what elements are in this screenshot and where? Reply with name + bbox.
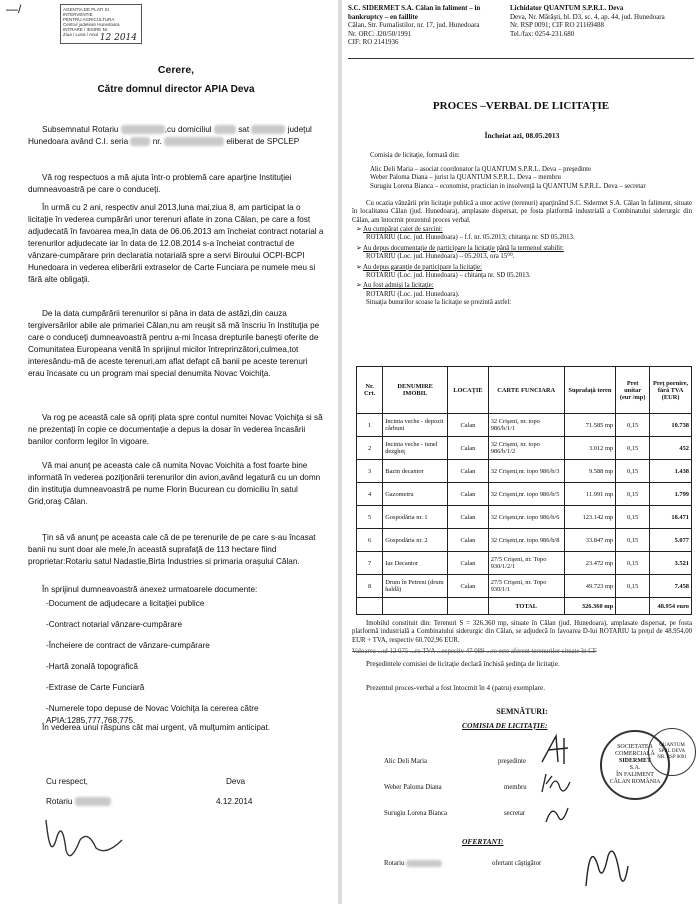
signature-icon	[580, 836, 630, 892]
cell-unit-price: 0,15	[616, 437, 650, 460]
stamp-text: S.A.	[629, 765, 641, 771]
liquidator-header	[510, 4, 692, 38]
signature-icon	[538, 770, 574, 798]
cell-area: 33.847 mp	[564, 529, 615, 552]
redacted	[251, 125, 285, 134]
signer-name: Weber Paloma Diana	[384, 784, 442, 791]
cell-price: 1.799	[650, 483, 692, 506]
redacted	[164, 137, 224, 146]
cell-area: 49.723 mp	[564, 575, 615, 598]
stamp-text: ÎN FALIMENT	[616, 772, 654, 778]
participant-detail: ROTARIU (Loc. jud. Hunedoara).	[366, 290, 460, 298]
annex-item: -Extrase de Carte Funciară	[46, 683, 145, 692]
table-intro: Situaţia bunurilor scoase la licitaţie se prezintă astfel:	[366, 299, 512, 307]
redacted	[121, 125, 165, 134]
cell-name: Incinta veche - depozit cărbuni	[383, 414, 448, 437]
cell-cf: 32 Crişeni,nr. topo 986/b/5	[488, 483, 564, 506]
annex-item: -Contract notarial vânzare-cumpărare	[46, 620, 183, 629]
participant-block: ➢ Au depus documentaţie de participare la licitaţie până la termenul stabilit:	[356, 244, 564, 252]
cell-location: Calan	[448, 575, 489, 598]
cell-nr: 3	[357, 460, 383, 483]
cell-location: Calan	[448, 506, 489, 529]
total-label: TOTAL	[488, 598, 564, 615]
paragraph-7: În sprijinul dumneavoastră anexez urmatoarele documente:	[42, 585, 258, 594]
cell-unit-price: 0,15	[616, 460, 650, 483]
column-header: DENUMIRE IMOBIL	[383, 367, 448, 414]
annex-item: -Numerele topo depuse de Novac Voichiţa la cererea către APIA:1285,777,768,775.	[46, 704, 259, 725]
signatures-title: SEMNĂTURI:	[496, 707, 548, 716]
stamp-text: SOCIETATEA COMERCIALĂ	[615, 744, 655, 757]
liquidator-stamp	[648, 728, 696, 776]
request-letter-page	[0, 0, 338, 904]
paragraph-4: Va rog pe această cale să opriţi plata spre contul numitei Novac Voichiţa si să ne prezentaţi în copie ce documentaţie a depus la dosar în vederea încasării banilor conform legilor în vigoare.	[28, 413, 323, 446]
cell-name: Iaz Decantor	[383, 552, 448, 575]
commission-list	[370, 166, 692, 191]
cell-nr: 2	[357, 437, 383, 460]
redacted	[75, 797, 111, 806]
cell-unit-price: 0,15	[616, 552, 650, 575]
table-row	[357, 552, 692, 575]
cell-nr: 4	[357, 483, 383, 506]
cell-name: Incinta veche - tunel dezgheţ	[383, 437, 448, 460]
stamp-line: AGENTIA DE PLATI SI INTERVENTIE	[63, 7, 109, 17]
company-address: Călan, Str. Furnalistilor, nr. 17, jud. Hunedoara	[348, 21, 480, 30]
cell-area: 71.585 mp	[564, 414, 615, 437]
cell-cf: 32 Crişeni,nr. topo 986/b/3	[488, 460, 564, 483]
cell-area: 23.472 mp	[564, 552, 615, 575]
bidder-name: Rotariu	[384, 860, 692, 868]
cell-price: 5.077	[650, 529, 692, 552]
cell-location: Calan	[448, 414, 489, 437]
cell-price: 10.738	[650, 414, 692, 437]
cell-name: Bazin decantor	[383, 460, 448, 483]
cell-nr: 7	[357, 552, 383, 575]
liquidator-address: Deva, Nr. Mărăşti, bl. D3, sc. 4, ap. 44, jud. Hunedoara	[510, 12, 665, 21]
report-title: PROCES –VERBAL DE LICITAŢIE	[432, 100, 610, 112]
cell-cf: 32 Crişeni, nr. topo 986/b/1/2	[488, 437, 564, 460]
cell-nr: 1	[357, 414, 383, 437]
column-header: CARTE FUNCIARA	[488, 367, 564, 414]
cell-cf: 27/5 Crişeni, nr. Topo 930/1/2/1	[488, 552, 564, 575]
commission-member: Alic Deli Maria – asociat coordonator la QUANTUM S.P.R.L. Deva – preşedinte	[370, 166, 592, 173]
participant-detail: ROTARIU (Loc. jud. Hunedoara) – chitanţa nr. SD 05.2013.	[366, 272, 531, 280]
signer-role: secretar	[504, 810, 526, 817]
cell-nr: 5	[357, 506, 383, 529]
paragraph-5: Vă mai anunţ pe aceasta cale că numita Novac Voichita a fost foarte bine informată în vederea poziţionării terenurilor din avion,având legatură cu un domn din instituţia dumneavoastră pe nume Florin Bucurean cu domiciliu în satul Grid,oraş Călan.	[28, 461, 321, 506]
auction-table	[356, 366, 692, 615]
struck-line: Valoarea ...ul 12 075 ...ro TVA ...especiiv 47 089 ...ro este aferent terenurilor situate în CF	[352, 648, 597, 655]
company-header	[348, 4, 498, 47]
participant-block: ➢ Au depus garanţie de participare la licitaţie:	[356, 263, 482, 271]
letter-addressee: Către domnul director APIA Deva	[97, 84, 255, 95]
redacted	[130, 137, 150, 146]
cell-name: Gospodăria nr. 1	[383, 506, 448, 529]
signer-name: Surugiu Lorena Bianca	[384, 810, 448, 817]
commission-intro: Comisia de licitaţie, formată din:	[370, 152, 460, 159]
stamp-text: NR. RSP 0091	[657, 755, 687, 760]
cell-location: Calan	[448, 552, 489, 575]
cell-name: Drum în Petreni (drum haldă)	[383, 575, 448, 598]
cell-price: 452	[650, 437, 692, 460]
cell-cf: 32 Crişeni,nr. topo 986/b/6	[488, 506, 564, 529]
table-row	[357, 529, 692, 552]
liquidator-name: Lichidator QUANTUM S.P.R.L. Deva	[510, 4, 624, 12]
cell-location: Calan	[448, 483, 489, 506]
cell-unit-price: 0,15	[616, 506, 650, 529]
cell-nr: 8	[357, 575, 383, 598]
letter-intro: Subsemnatul Rotariu ,cu domiciliul sat judeţul Hunedoara având C.I. seria nr. eliberat de SPCLEP	[28, 125, 312, 146]
letter-title: Cerere,	[157, 64, 195, 76]
participant-detail: ROTARIU (Loc. jud. Hunedoara) – f.f. nr. 05.2013; chitanţa nr. SD 05.2013.	[366, 234, 575, 242]
cell-area: 3.012 mp	[564, 437, 615, 460]
cell-location: Calan	[448, 460, 489, 483]
cell-cf: 27/5 Crişeni, nr. Topo 930/1/1	[488, 575, 564, 598]
stamp-text: SPRL DEVA	[658, 749, 686, 754]
cell-nr: 6	[357, 529, 383, 552]
column-header: Pret unitar (eur /mp)	[616, 367, 650, 414]
cell-unit-price: 0,15	[616, 483, 650, 506]
paragraph-3: De la data cumpărării terenurilor si pâna in data de astăzi,din cauza tergiversărilor abile ale primariei Călan,nu am reuşit să mă înscriu în Instituţia pe care o conduceţi dumneavoastră pentru a-mi încasa drepturile baneşti oferite de Comunitatea Europeana venită în sprijinul micilor întreprinzători,culmea,tot interesându-mă de aceste terenuri,am aflat defapt că banii pe aceste terenuri erau încasate cu un program mai special denumita Novac Voichiţa.	[28, 309, 320, 378]
stamp-handwriting: 12 2014	[99, 33, 137, 43]
report-date: Încheiat azi, 08.05.2013	[484, 131, 560, 140]
table-row	[357, 506, 692, 529]
signer-role: preşedinte	[498, 758, 526, 765]
table-row	[357, 575, 692, 598]
total-price: 48.954 euro	[650, 598, 692, 615]
commission-member: Weber Paloma Diana – jurist la QUANTUM S.P.R.L. Deva – membru	[370, 174, 561, 182]
cell-cf: 32 Crişeni,nr. topo 986/b/8	[488, 529, 564, 552]
annex-item: -Document de adjudecare a licitaţiei publice	[46, 599, 205, 608]
paragraph-1: Vă rog respectuos a mă ajuta într-o problemă care aparţine Instituţiei dumneavoastră pe care o conduceţi.	[28, 173, 292, 194]
stamp-line: Ziua / Luna / Anul	[63, 32, 99, 37]
auction-report-page	[342, 0, 700, 904]
paragraph-6: Ţin să vă anunţ pe aceasta cale că de pe terenurile de pe care s-au încasat banii nu sunt doar ale mele,în această suprafaţă de 113 hectare fiind proprietar:Rotariu satul Nadastie,Birta Industries si primaria oraşului Călan.	[28, 533, 316, 566]
column-header: Preţ pornire, fără TVA (EUR)	[650, 367, 692, 414]
signature-icon	[538, 732, 578, 768]
bidder-title: OFERTANT:	[462, 837, 504, 846]
closing-2: Prezentul proces-verbal a fost întocmit în 4 (patru) exemplare.	[366, 684, 546, 692]
signature-icon	[36, 810, 126, 870]
column-header: Suprafaţă teren	[564, 367, 615, 414]
closing-1: Preşedintele comisiei de licitaţie declară închisă şedinţa de licitaţie.	[366, 660, 560, 668]
liquidator-rsp: Nr. RSP 0091; CIF RO 21169488	[510, 21, 604, 30]
signer-role: membru	[504, 784, 527, 791]
cell-unit-price: 0,15	[616, 575, 650, 598]
participant-block: ➢ Au cumpărat caiet de sarcini:	[356, 226, 443, 233]
header-divider	[348, 58, 694, 59]
participants-list	[352, 226, 692, 308]
stamp-line: Centrul judetean Hunedoara	[63, 22, 120, 27]
commission-title: COMISIA DE LICITAŢIE:	[462, 721, 548, 730]
corner-mark: —/	[6, 2, 22, 16]
stamp-text: CĂLAN ROMÂNIA	[609, 779, 661, 785]
table-row	[357, 483, 692, 506]
total-row	[357, 598, 692, 615]
cell-location: Calan	[448, 437, 489, 460]
table-row	[357, 460, 692, 483]
company-cif: CIF: RO 2141936	[348, 38, 399, 47]
participant-block: ➢ Au fost admişi la licitaţie:	[356, 282, 434, 290]
commission-member: Surugiu Lorena Bianca – economist, practician in insolvenţă la QUANTUM S.P.R.L. Deva – secretar	[370, 182, 646, 190]
letter-closing: În vederea unui răspuns cât mai urgent, vă mulţumim anticipat.	[42, 723, 270, 732]
column-header: Nr. Crt.	[357, 367, 383, 414]
signature-icon	[542, 802, 572, 828]
occasion-paragraph: Cu ocazia vânzării prin licitaţie publică a unor active (terenuri) aparţinând S.C. Sidermet S.A. Călan în faliment, situate în localitatea Călan (jud. Hunedoara), amplasate dispersat, pe fosta platformă industrială a Combinatului siderurgic din Călan, am întocmit prezentul proces verbal.	[352, 200, 692, 224]
paragraph-2: În urmă cu 2 ani, respectiv anul 2013,luna mai,ziua 8, am participat la o licitaţie în vederea cumpărări unor terenuri aflate in zona Călan, pe care a fost adjudecată în favoarea mea,în data de 06.06.2013 am încheiat contract notarial a terenurilor adjudecate iar în data de 12.08.2014 s-a încheiat contractul de vânzare-cumpărare prin declaratia notarială spre a servi Biroului OCPI-BCPI Hunedoara in vederea eliberării extraselor de Carte Funciara pe numele meu si fără alte obligaţii.	[28, 203, 324, 284]
table-row	[357, 437, 692, 460]
cell-unit-price: 0,15	[616, 529, 650, 552]
table-header-row	[357, 367, 692, 414]
annex-item: -Hartă zonală topografică	[46, 662, 138, 671]
cell-price: 1.438	[650, 460, 692, 483]
cell-name: Gazometru	[383, 483, 448, 506]
bidder-role: ofertant câştigător	[492, 860, 542, 867]
cell-name: Gospodăria nr. 2	[383, 529, 448, 552]
annex-list	[28, 598, 324, 736]
cell-price: 18.471	[650, 506, 692, 529]
redacted	[406, 860, 442, 867]
cell-price: 3.521	[650, 552, 692, 575]
letter-signer: Rotariu	[46, 796, 324, 808]
cell-unit-price: 0,15	[616, 414, 650, 437]
column-header: LOCAŢIE	[448, 367, 489, 414]
stamp-line: INTRARE / IESIRE Nr.	[63, 27, 109, 32]
total-area: 326.360 mp	[564, 598, 615, 615]
cell-area: 123.142 mp	[564, 506, 615, 529]
registration-stamp	[60, 4, 142, 44]
cell-location: Calan	[448, 529, 489, 552]
respect-line: Cu respect,	[46, 777, 88, 786]
stamp-text: SIDERMET	[618, 758, 651, 764]
participant-detail: ROTARIU (Loc. jud. Hunedoara) – 05.2013, ora 15⁰⁰.	[366, 253, 515, 261]
company-orc: Nr. ORC: J20/50/1991	[348, 29, 412, 38]
liquidator-phone: Tel./fax: 0254-231.680	[510, 29, 575, 38]
cell-area: 11.991 mp	[564, 483, 615, 506]
company-name: S.C. SIDERMET S.A. Călan în faliment – in bankruptcy – en faillite	[348, 4, 481, 21]
cell-area: 9.588 mp	[564, 460, 615, 483]
cell-cf: 32 Crişeni, nr. topo 986/b/1/1	[488, 414, 564, 437]
letter-place: Deva	[226, 777, 246, 786]
stamp-text: QUANTUM	[659, 743, 685, 748]
signer-name: Alic Deli Maria	[384, 758, 428, 765]
redacted	[214, 125, 236, 134]
annex-item: -Încheiere de contract de vânzare-cumpărare	[46, 641, 210, 650]
letter-date: 4.12.2014	[216, 797, 253, 806]
cell-price: 7.458	[650, 575, 692, 598]
adjudication-paragraph: Imobilul constituit din: Terenuri S = 326.360 mp, situate în Călan (jud. Hunedoara), amplasate dispersat, pe fosta platformă industrială a Combinatului siderurgic din Călan, se adjudecă în favoarea D-lui ROTARIU la preţul de 48.954,00 EUR + TVA, respectiv 60.702,96 EUR.	[352, 620, 692, 644]
stamp-line: PENTRU AGRICULTURA	[63, 17, 115, 22]
table-row	[357, 414, 692, 437]
